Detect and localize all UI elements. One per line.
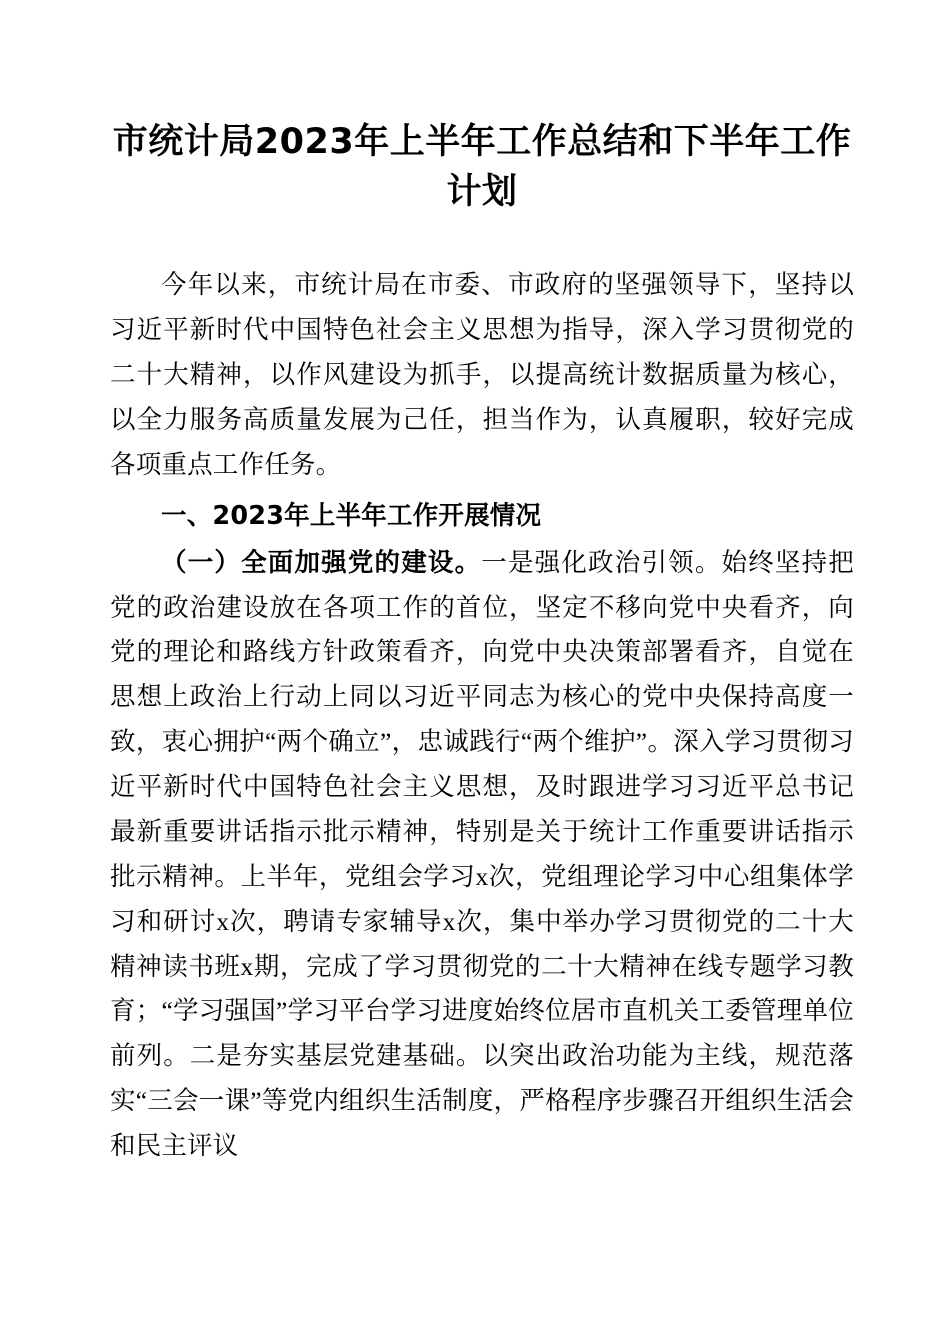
document-title: 市统计局2023年上半年工作总结和下半年工作计划 bbox=[112, 122, 852, 212]
section-1-lead: （一）全面加强党的建设。 bbox=[161, 547, 482, 578]
intro-paragraph: 今年以来，市统计局在市委、市政府的坚强领导下，坚持以习近平新时代中国特色社会主义思想为指导，深入学习贯彻党的二十大精神，以作风建设为抓手，以提高统计数据质量为核心，以全力服务高质量发展为己任，担当作为，认真履职，较好完成各项重点工作任务。 bbox=[110, 270, 854, 479]
section-1-paragraph bbox=[110, 541, 854, 1169]
section-heading-1: 一、2023年上半年工作开展情况 bbox=[161, 500, 542, 531]
section-1-body: 一是强化政治引领。始终坚持把党的政治建设放在各项工作的首位，坚定不移向党中央看齐，向党的理论和路线方针政策看齐，向党中央决策部署看齐，自觉在思想上政治上行动上同以习近平同志为核心的党中央保持高度一致，衷心拥护“两个确立”，忠诚践行“两个维护”。深入学习贯彻习近平新时代中国特色社会主义思想，及时跟进学习习近平总书记最新重要讲话指示批示精神，特别是关于统计工作重要讲话指示批示精神。上半年，党组会学习x次，党组理论学习中心组集体学习和研讨x次，聘请专家辅导x次，集中举办学习贯彻党的二十大精神读书班x期，完成了学习贯彻党的二十大精神在线专题学习教育；“学习强国”学习平台学习进度始终位居市直机关工委管理单位前列。二是夯实基层党建基础。以突出政治功能为主线，规范落实“三会一课”等党内组织生活制度，严格程序步骤召开组织生活会和民主评议 bbox=[110, 547, 854, 1160]
